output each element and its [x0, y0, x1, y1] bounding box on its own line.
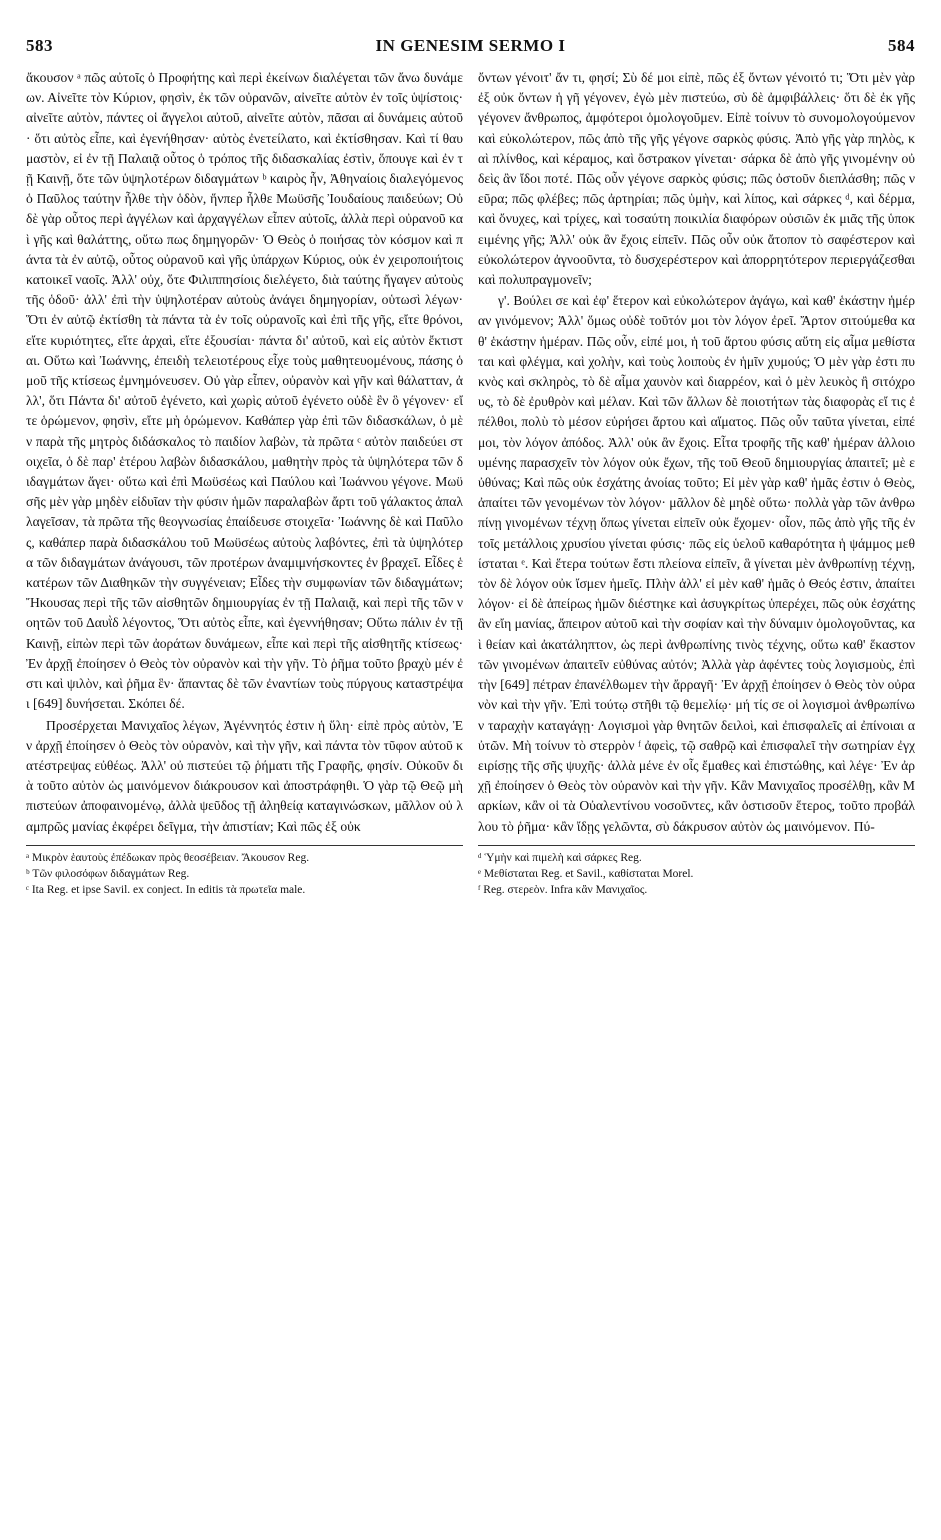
page-number-right: 584 — [887, 36, 915, 55]
footnote: ᵈ Ὑμὴν καὶ πιμελὴ καὶ σάρκες Reg. — [478, 851, 642, 864]
footnote: ᵉ Μεθίσταται Reg. et Savil., καθίσταται Morel. — [478, 867, 694, 880]
left-column — [26, 68, 463, 1516]
paragraph: ὄντων γένοιτ' ἄν τι, φησί; Σὺ δέ μοι εἰπὲ, πῶς ἐξ ὄντων γένοιτό τι; Ὅτι μὲν γὰρ ἐξ οὐκ ὄντων ἡ γῆ γέγονεν, ἐγὼ μὲν πιστεύω, σὺ δὲ ἀμφιβάλλεις· ὅτι δὲ ἐκ γῆς γέγονεν ἄνθρωπος, ἀμφότεροι ὁμολογοῦμεν. Εἰπὲ τοίνυν τὸ συνομολογούμενον καὶ εὐκολώτερον, πῶς ἀπὸ τῆς γῆς γέγονε σαρκὸς φύσις. Ἀπὸ γῆς γὰρ πηλὸς, καὶ πλίνθος, καὶ κέραμος, καὶ ὄστρακον γίνεται· σάρκα δὲ ἀπὸ γῆς γινομένην οὐδεὶς ἂν ἴδοι ποτέ. Πῶς οὖν γέγονε σαρκὸς φύσις; πῶς ὀστοῦν διεπλάσθη; πῶς νεῦρα; πῶς φλέβες; πῶς ἀρτηρίαι; πῶς ὑμὴν, καὶ λίπος, καὶ σάρκες ᵈ, καὶ δέρμα, καὶ ὄνυχες, καὶ τρίχες, καὶ τοσαύτη ποικιλία διαφόρων οὐσιῶν ἐκ μιᾶς τῆς ὑποκειμένης γῆς; Ἀλλ' οὐκ ἂν ἔχοις εἰπεῖν. Πῶς οὖν οὐκ ἄτοπον τὸ σαφέστερον καὶ εὐκολώτερον ἀγνοοῦντα, τὸ δυσχερέστερον καὶ ἀπορρητότερον περιεργάζεσθαι καὶ πολυπραγμονεῖν; — [478, 70, 915, 288]
running-title: IN GENESIM SERMO I — [375, 36, 566, 55]
paragraph: ἄκουσον ᵃ πῶς αὐτοῖς ὁ Προφήτης καὶ περὶ ἐκείνων διαλέγεται τῶν ἄνω δυνάμεων. Αἰνεῖτε τὸν Κύριον, φησὶν, ἐκ τῶν οὐρανῶν, αἰνεῖτε αὐτὸν ἐν τοῖς ὑψίστοις· αἰνεῖτε αὐτὸν, πάντες οἱ ἄγγελοι αὐτοῦ, αἰνεῖτε αὐτὸν, πᾶσαι αἱ δυνάμεις αὐτοῦ· ὅτι αὐτὸς εἶπε, καὶ ἐγενήθησαν· αὐτὸς ἐνετείλατο, καὶ ἐκτίσθησαν. Καὶ τί θαυμαστὸν, εἰ ἐν τῇ Παλαιᾷ οὗτος ὁ τρόπος τῆς διδασκαλίας ἐστὶν, ὅπουγε καὶ ἐν τῇ Καινῇ, ὅτε τῶν ὑψηλοτέρων διδαγμάτων ᵇ καιρὸς ἦν, Ἀθηναίοις διαλεγόμενος ὁ Παῦλος ταύτην ἦλθε τὴν ὁδὸν, ἥνπερ ἦλθε Μωϋσῆς Ἰουδαίους παιδεύων; Οὐδὲ γὰρ οὗτος περὶ ἀγγέλων καὶ ἀρχαγγέλων εἶπεν αὐτοῖς, ἀλλὰ περὶ οὐρανοῦ καὶ γῆς καὶ θαλάττης, οὕτω πως δημηγορῶν· Ὁ Θεὸς ὁ ποιήσας τὸν κόσμον καὶ πάντα τὰ ἐν αὐτῷ, οὗτος οὐρανοῦ καὶ γῆς ὑπάρχων Κύριος, οὐκ ἐν χειροποιήτοις κατοικεῖ ναοῖς. Ἀλλ' οὐχ, ὅτε Φιλιππησίοις διελέγετο, διὰ ταύτης ἤγαγεν αὐτοὺς τῆς ὁδοῦ· ἀλλ' ἐπὶ τὴν ὑψηλοτέραν αὐτοὺς ἀνάγει δημηγορίαν, οὑτωσὶ λέγων· Ὅτι ἐν αὐτῷ ἐκτίσθη τὰ πάντα τὰ ἐν τοῖς οὐρανοῖς καὶ ἐπὶ τῆς γῆς, εἴτε θρόνοι, εἴτε κυριότητες, εἴτε ἀρχαὶ, εἴτε ἐξουσίαι· πάντα δι' αὐτοῦ, καὶ εἰς αὐτὸν ἔκτισται. Οὕτω καὶ Ἰωάννης, ἐπειδὴ τελειοτέρους εἶχε τοὺς μαθητευομένους, πάσης ὁμοῦ τῆς κτίσεως ἐμνημόνευσεν. Οὐ γὰρ εἶπεν, οὐρανὸν καὶ γῆν καὶ θάλατταν, ἀλλ', ὅτι Πάντα δι' αὐτοῦ ἐγένετο, καὶ χωρὶς αὐτοῦ ἐγένετο οὐδὲ ἓν ὃ γέγονεν· εἴτε ὁρώμενον, φησὶν, εἴτε μὴ ὁρώμενον. Καθάπερ γὰρ ἐπὶ τῶν διδασκάλων, ὁ μὲν παρὰ τῆς μητρὸς διδάσκαλος τὸ παιδίον λαβὼν, τὰ πρῶτα ᶜ αὐτὸν παιδεύει στοιχεῖα, ὁ δὲ παρ' ἑτέρου λαβὼν διδασκάλου, μαθητὴν πρὸς τὰ ὑψηλότερα τῶν διδαγμάτων ἄγει· οὕτω καὶ ἐπὶ Μωϋσέως καὶ Παύλου καὶ Ἰωάννου γέγονε. Μωϋσῆς μὲν γὰρ μηδὲν εἰδυῖαν τὴν φύσιν ἡμῶν παραλαβὼν ἄρτι τοῦ γάλακτος ἀπαλλαγεῖσαν, τὰ πρῶτα τῆς θεογνωσίας ἐπαίδευσε στοιχεῖα· Ἰωάννης δὲ καὶ Παῦλος, καθάπερ παρὰ διδασκάλου τοῦ Μωϋσέως αὐτοὺς λαβόντες, ἐπὶ τὰ ὑψηλότερα τῶν διδαγμάτων ἀνάγουσι, τῶν προτέρων ἀναμιμνήσκοντες ἐν βραχεῖ. Εἶδες ἑκατέρων τῶν Διαθηκῶν τὴν συγγένειαν; Εἶδες τὴν συμφωνίαν τῶν διδαγμάτων; Ἤκουσας περὶ τῆς τῶν αἰσθητῶν δημιουργίας ἐν τῇ Παλαιᾷ, καὶ περὶ τῆς τῶν νοητῶν τοῦ Δαυῒδ λέγοντος, Ὅτι αὐτὸς εἶπε, καὶ ἐγεννήθησαν; Οὕτω πάλιν ἐν τῇ Καινῇ, εἰπὼν περὶ τῶν ἀοράτων δυνάμεων, εἶπε καὶ περὶ τῆς αἰσθητῆς κτίσεως· Ἐν ἀρχῇ ἐποίησεν ὁ Θεὸς τὸν οὐρανὸν καὶ τὴν γῆν. Τὸ ῥῆμα τοῦτο βραχὺ μέν ἐστι καὶ ψιλὸν, καὶ ῥῆμα ἓν· ἅπαντας δὲ τῶν ἐναντίων τοὺς πύργους καταστρέψαι [649] δυνήσεται. Σκόπει δέ. — [26, 70, 463, 712]
paragraph: Προσέρχεται Μανιχαῖος λέγων, Ἀγέννητός ἐστιν ἡ ὕλη· εἰπὲ πρὸς αὐτὸν, Ἐν ἀρχῇ ἐποίησεν ὁ Θεὸς τὸν οὐρανὸν, καὶ τὴν γῆν, καὶ πάντα τὸν τῦφον αὐτοῦ κατέστρεψας εὐθέως. Ἀλλ' οὐ πιστεύει τῷ ῥήματι τῆς Γραφῆς, φησίν. Οὐκοῦν διὰ τοῦτο αὐτὸν ὡς μαινόμενον διάκρουσον καὶ ἀποστράφηθι. Ὁ γὰρ τῷ Θεῷ μὴ πιστεύων ἀποφαινομένῳ, ἀλλὰ ψεῦδος τῇ ἀληθείᾳ καταγινώσκων, μᾶλλον οὐ λαμπρῶς μανίας ἐκφέρει δεῖγμα, τὴν ἀπιστίαν; Καὶ πῶς ἐξ οὐκ — [26, 717, 463, 834]
running-header — [26, 36, 915, 62]
paragraph: γ'. Βούλει σε καὶ ἐφ' ἕτερον καὶ εὐκολώτερον ἀγάγω, καὶ καθ' ἑκάστην ἡμέραν γινόμενον; Ἀλλ' ὅμως οὐδὲ τοῦτόν μοι τὸν λόγον ἐρεῖ. Ἄρτον σιτούμεθα καθ' ἑκάστην ἡμέραν. Πῶς οὖν, εἰπέ μοι, ἡ τοῦ ἄρτου φύσις αὕτη εἰς αἷμα μεθίσταται καὶ φλέγμα, καὶ χολὴν, καὶ τοὺς λοιποὺς ἐν ἡμῖν χυμούς; Ὁ μὲν γὰρ ἐστι πυκνὸς καὶ σκληρὸς, τὸ δὲ αἷμα χαυνὸν καὶ διαρρέον, καὶ ὁ μὲν λευκὸς ἢ σιτόχρους, τὸ δὲ ἐρυθρὸν καὶ μέλαν. Καὶ τῶν ἄλλων δὲ ποιοτήτων τὰς διαφορὰς εἴ τις ἐπέλθοι, πολὺ τὸ μέσον εὑρήσει ἄρτου καὶ αἵματος. Πῶς οὖν ταῦτα γίνεται, εἰπέ μοι, τὸν λόγον ἀπόδος. Ἀλλ' οὐκ ἂν ἔχοις. Εἶτα τροφῆς τῆς καθ' ἡμέραν ἀλλοιουμένης παρασχεῖν τὸν λόγον οὐκ ἔχων, τῆς τοῦ Θεοῦ δημιουργίας ἀπαιτεῖ; μὲ εὐθύνας; Καὶ πῶς οὐκ ἐσχάτης ἀνοίας τοῦτο; Εἰ μὲν γὰρ καθ' ἡμᾶς ἐστιν ὁ Θεὸς, ἀπαίτει τῶν γενομένων τὸν λόγον· μᾶλλον δὲ μηδὲ οὕτω· πολλὰ γὰρ τῶν ἀνθρωπίνῃ γινομένων τέχνῃ ὅπως γίνεται εἰπεῖν οὐκ ἔχομεν· οἷον, πῶς ἀπὸ γῆς τῆς ἐν τοῖς μετάλλοις χρυσίου γίνεται φύσις· πῶς εἰς ὑελοῦ καθαρότητα ἡ ψάμμος μεθίσταται ᵉ. Καὶ ἕτερα τούτων ἔστι πλείονα εἰπεῖν, ἃ γίνεται μὲν ἀνθρωπίνῃ τέχνῃ, τὸν δὲ λόγον οὐκ ἴσμεν ἡμεῖς. Πλὴν ἀλλ' εἰ μὲν καθ' ἡμᾶς ὁ Θεός ἐστιν, ἀπαίτει λόγον· εἰ δὲ ἀπείρως ἡμῶν διέστηκε καὶ ἀσυγκρίτως ὑπερέχει, πῶς οὐκ ἐσχάτης ἂν εἴη μανίας, ἄπειρον αὐτοῦ καὶ τὴν σοφίαν καὶ τὴν δύναμιν ὁμολογοῦντας, καὶ θείαν καὶ ἀκατάληπτον, ὡς περὶ ἀνθρωπίνης τινὸς τέχνης, οὕτω καθ' ἕκαστον τῶν γινομένων ἀπαιτεῖν εὐθύνας αὐτόν; Ἀλλὰ γὰρ ἀφέντες τοὺς λογισμοὺς, ἐπὶ τὴν [649] πέτραν ἐπανέλθωμεν τὴν ἄρραγῆ· Ἐν ἀρχῇ ἐποίησεν ὁ Θεὸς τὸν οὐρανὸν καὶ τὴν γῆν. Ἐπὶ τούτῳ στῆθι τῷ θεμελίῳ· μή τίς σε οἱ λογισμοὶ ἀνθρωπίνων ταραχὴν καταγάγῃ· Λογισμοὶ γὰρ θνητῶν δειλοὶ, καὶ ἐπισφαλεῖς αἱ ἐπίνοιαι αὐτῶν. Μὴ τοίνυν τὸ στερρὸν ᶠ ἀφεὶς, τῷ σαθρῷ καὶ ἐπισφαλεῖ τὴν σωτηρίαν ἐγχειρίσῃς τῆς σῆς ψυχῆς· ἀλλὰ μένε ἐν οἷς ἔμαθες καὶ ἐπιστώθης, καὶ λέγε· Ἐν ἀρχῇ ἐποίησεν ὁ Θεὸς τὸν οὐρανὸν καὶ τὴν γῆν. Κἂν Μανιχαῖος προσέλθῃ, κἂν Μαρκίων, κἂν οἱ τὰ Οὐαλεντίνου νοσοῦντες, κἂν ὁστισοῦν ἕτερος, τοῦτο προβάλλου τὸ ῥῆμα· κἂν ἴδῃς γελῶντα, σὺ δάκρυσον αὐτὸν ὡς μαινόμενον. Πύ- — [478, 293, 915, 834]
footnote: ᶜ Ita Reg. et ipse Savil. ex conject. In editis τὰ πρωτεῖα male. — [26, 883, 306, 896]
page-number-left: 583 — [26, 36, 53, 55]
footnotes-right — [478, 845, 915, 898]
right-column — [478, 68, 915, 1516]
footnote: ᵃ Μικρὸν ἑαυτοὺς ἐπέδωκαν πρὸς θεοσέβειαν. Ἄκουσον Reg. — [26, 851, 310, 864]
footnote: ᵇ Τῶν φιλοσόφων διδαγμάτων Reg. — [26, 867, 190, 880]
footnote: ᶠ Reg. στερεὸν. Infra κἂν Μανιχαῖος. — [478, 883, 648, 896]
footnotes-left — [26, 845, 463, 898]
